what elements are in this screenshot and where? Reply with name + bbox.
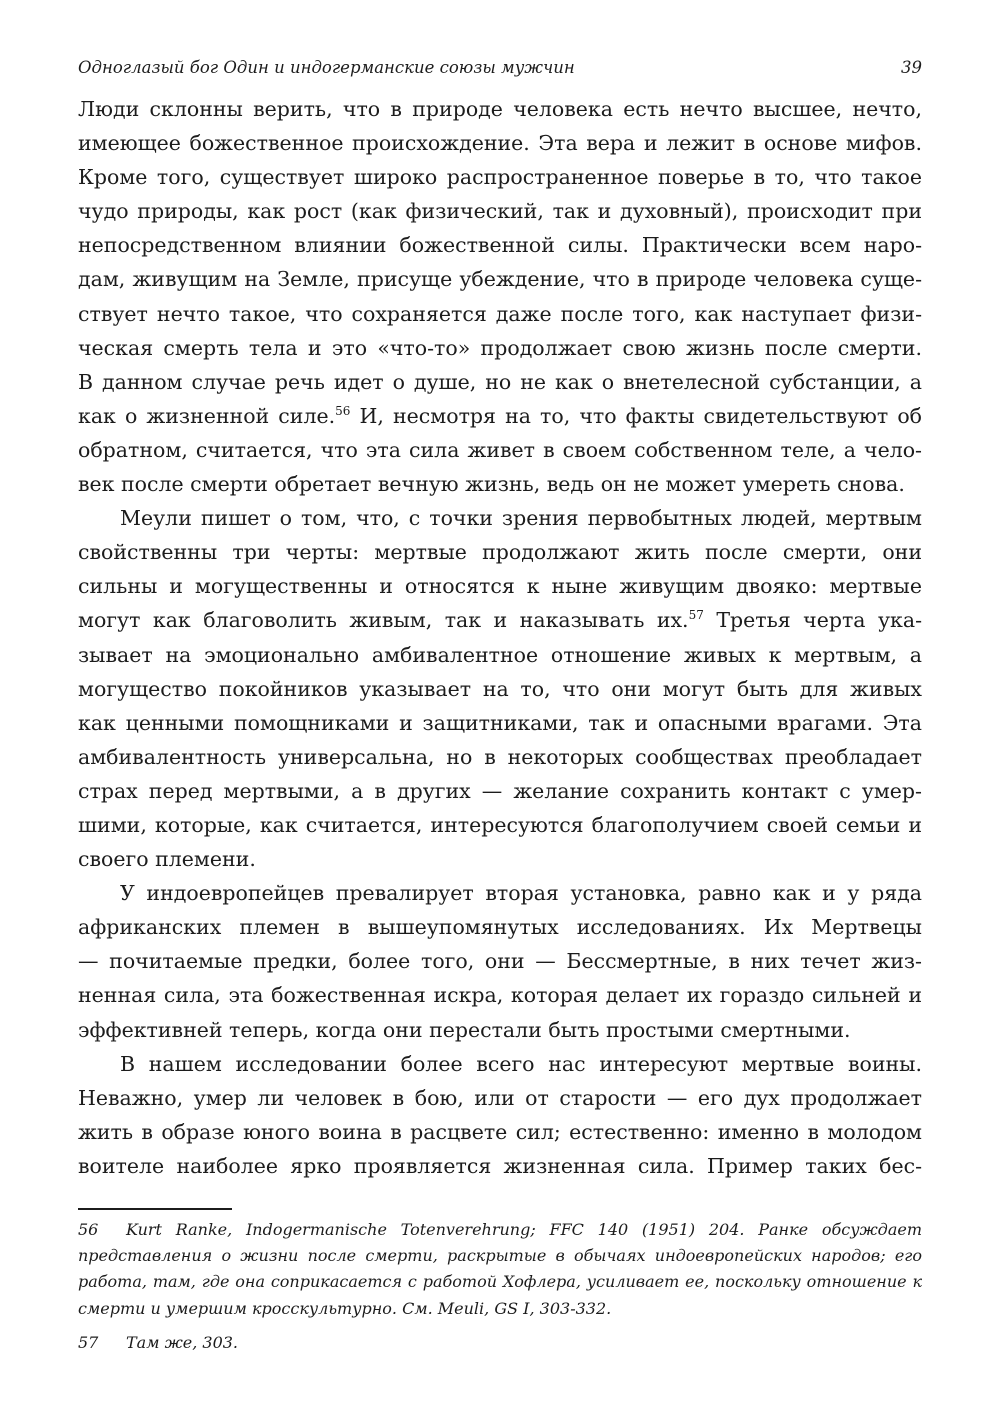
footnote-56 [78,1217,922,1322]
text-line: ствует нечто такое, что сохраняется даже после того, как наступает физи- [78,301,922,326]
text-line: сильны и могущественны и относятся к ныне живущим двояко: мертвые [78,574,922,599]
text-segment: как о жизненной силе. [78,403,336,428]
paragraph-4 [78,1047,922,1183]
footnote-text: Kurt Ranke, Indogermanische Totenverehrung; FFC 140 (1951) 204. Ранке обсуждает [126,1220,922,1239]
text-line: воителе наиболее ярко проявляется жизненная сила. Пример таких бес- [78,1153,922,1178]
page-number: 39 [901,58,922,77]
text-line: зывает на эмоционально амбивалентное отношение живых к мертвым, а [78,642,922,667]
text-line: чудо природы, как рост (как физический, так и духовный), происходит при [78,199,922,224]
text-line: страх перед мертвыми, а в других — желание сохранить контакт с умер- [78,778,922,803]
running-head [78,58,922,88]
text-line: непосредственном влиянии божественной силы. Практически всем наро- [78,233,922,258]
footnote-line: смерти и умершим кросскультурно. См. Meuli, GS I, 303-332. [78,1298,612,1318]
paragraph-2 [78,501,922,876]
text-line: Неважно, умер ли человек в бою, или от старости — его дух продолжает [78,1085,922,1110]
footnote-line: работа, там, где она соприкасается с работой Хофлера, усиливает ее, поскольку отношение к [78,1272,922,1292]
footnote-text: Там же, 303. [126,1332,239,1352]
text-line: имеющее божественное происхождение. Эта вера и лежит в основе мифов. [78,131,922,156]
text-line: У индоевропейцев превалирует вторая установка, равно как и у ряда [120,881,922,906]
text-line: Кроме того, существует широко распространенное поверье в то, что такое [78,165,922,190]
paragraph-3 [78,876,922,1046]
text-line: В данном случае речь идет о душе, но не как о внетелесной субстанции, а [78,369,922,394]
paragraph-1 [78,92,922,501]
footnotes [78,1217,922,1356]
footnote-line [78,1330,922,1356]
text-line: шими, которые, как считается, интересуются благополучием своей семьи и [78,812,922,837]
text-line: Люди склонны верить, что в природе человека есть нечто высшее, нечто, [78,97,922,121]
text-line: дам, живущим на Земле, присуще убеждение, что в природе человека суще- [78,267,922,292]
footnote-number: 57 [78,1332,99,1352]
footnote-line: представления о жизни после смерти, раскрытые в обычаях индоевропейских народов; его [78,1246,922,1266]
text-segment: Третья черта ука- [703,608,922,633]
text-segment: могут как благоволить живым, так и наказывать их. [78,608,689,633]
text-line: В нашем исследовании более всего нас интересуют мертвые воины. [120,1051,922,1076]
footnote-line [78,1217,922,1243]
text-line: ческая смерть тела и это «что-то» продолжает свою жизнь после смерти. [78,335,922,360]
text-line: век после смерти обретает вечную жизнь, ведь он не может умереть снова. [78,472,905,497]
footnote-number: 56 [78,1220,99,1239]
footnote-57 [78,1330,922,1356]
text-line [78,399,922,433]
text-line: свойственны три черты: мертвые продолжают жить после смерти, они [78,540,922,565]
text-line: ненная сила, эта божественная искра, которая делает их гораздо сильней и [78,983,922,1008]
text-line: могущество покойников указывает на то, что они могут быть для живых [78,676,922,701]
text-line: — почитаемые предки, более того, они — Бессмертные, в них течет жиз- [78,949,922,974]
text-line: обратном, считается, что эта сила живет в своем собственном теле, а чело- [78,437,922,462]
text-line: своего племени. [78,847,256,872]
text-line: амбивалентность универсальна, но в некоторых сообществах преобладает [78,744,922,769]
text-line [78,603,922,637]
text-line: Меули пишет о том, что, с точки зрения первобытных людей, мертвым [120,506,922,531]
body-text [78,92,922,1183]
footnote-ref-56[interactable]: 56 [335,404,351,419]
text-line: жить в образе юного воина в расцвете сил; естественно: именно в молодом [78,1119,922,1144]
footnote-separator [78,1208,232,1210]
text-line: африканских племен в вышеупомянутых исследованиях. Их Мертвецы [78,915,922,940]
running-head-title: Одноглазый бог Один и индогерманские союзы мужчин [78,58,575,77]
text-line: эффективней теперь, когда они перестали быть простыми смертными. [78,1017,851,1042]
text-line: как ценными помощниками и защитниками, так и опасными врагами. Эта [78,710,922,735]
footnote-ref-57[interactable]: 57 [688,608,704,623]
text-segment: И, несмотря на то, что факты свидетельствуют об [350,403,922,428]
